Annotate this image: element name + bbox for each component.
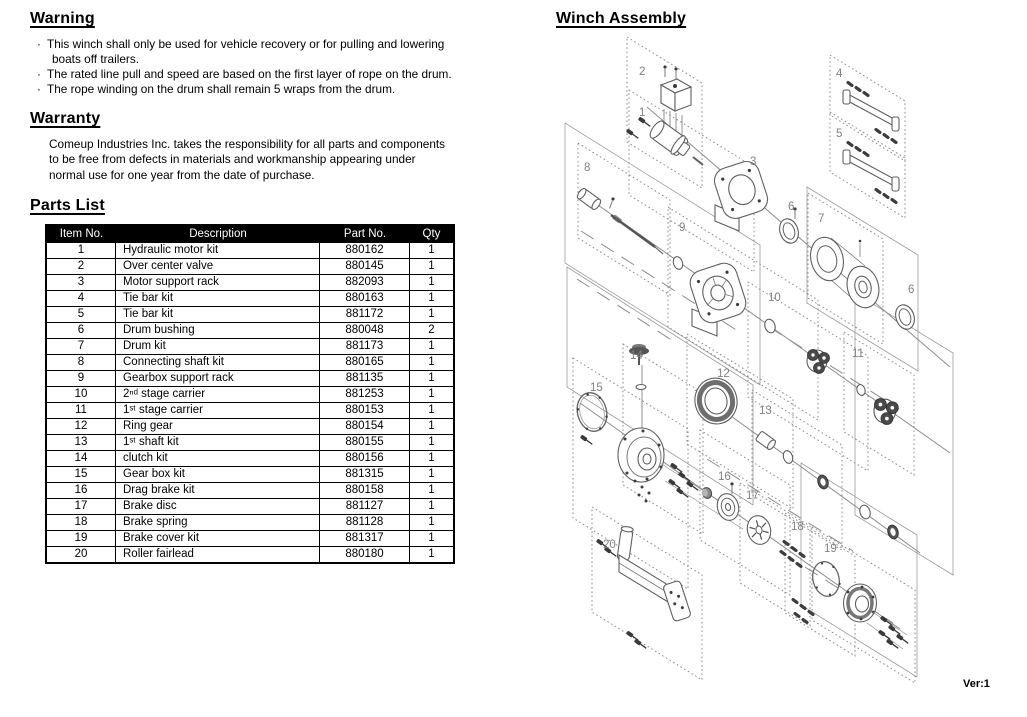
cell-item-no: 7 [47,338,116,354]
cell-item-no: 5 [47,306,116,322]
cell-description: Brake disc [116,498,320,514]
brake-cover-kit-part [791,559,910,650]
cell-qty: 1 [410,338,453,354]
table-row [47,242,453,258]
table-row [47,434,453,450]
table-row [47,530,453,546]
cell-item-no: 13 [47,434,116,450]
table-row [47,322,453,338]
cell-qty: 1 [410,370,453,386]
warranty-line: normal use for one year from the date of purchase. [49,167,315,182]
cell-item-no: 15 [47,466,116,482]
cell-description: Brake spring [116,514,320,530]
col-header-part-no: Part No. [343,228,387,241]
bullet-line-1: This winch shall only be used for vehicle recovery or for pulling and lowering [47,37,445,51]
cell-part-no: 880165 [320,354,410,370]
cell-item-no: 9 [47,370,116,386]
cell-part-no: 880163 [320,290,410,306]
cell-item-no: 6 [47,322,116,338]
callout-19: 19 [824,543,837,555]
cell-part-no: 881172 [320,306,410,322]
cell-item-no: 10 [47,386,116,402]
drum-bushing-part [777,207,802,245]
table-row [47,290,453,306]
bullet-line-2: boats off trailers. [52,52,139,66]
cell-description: Roller fairlead [116,546,320,562]
callout-1: 1 [639,107,646,119]
cell-part-no: 881127 [320,498,410,514]
col-header-item-no: Item No. [59,228,104,241]
warning-title: Warning [30,10,95,27]
bullet-line-1: The rope winding on the drum shall remain 5 wraps from the drum. [47,82,396,96]
cell-description: Drum kit [116,338,320,354]
cell-description: 2ⁿᵈ stage carrier [116,386,320,402]
bullet-marker: · [37,37,41,51]
callout-12: 12 [717,368,730,380]
cell-part-no: 881135 [320,370,410,386]
cell-qty: 1 [410,258,453,274]
cell-description: Gear box kit [116,466,320,482]
parts-list-title: Parts List [30,197,105,215]
second-stage-carrier-part [763,318,829,374]
cell-part-no: 881128 [320,514,410,530]
cell-item-no: 3 [47,274,116,290]
cell-qty: 1 [410,450,453,466]
table-row [47,386,453,402]
col-header-description: Description [189,228,247,241]
table-row [47,354,453,370]
cell-description: 1ˢᵗ stage carrier [116,402,320,418]
cell-item-no: 14 [47,450,116,466]
callout-20: 20 [603,539,616,551]
cell-qty: 1 [410,530,453,546]
table-row [47,258,453,274]
cell-item-no: 16 [47,482,116,498]
cell-qty: 2 [410,322,453,338]
cell-qty: 1 [410,306,453,322]
cell-qty: 1 [410,386,453,402]
bullet-marker: · [37,82,41,96]
parts-table-body [47,242,453,562]
cell-part-no: 881317 [320,530,410,546]
cell-part-no: 880180 [320,546,410,562]
cell-qty: 1 [410,402,453,418]
bullet-text [47,37,495,67]
brake-spring-part [779,539,806,568]
left-column [30,10,506,564]
cell-description: Hydraulic motor kit [116,242,320,258]
table-row [47,402,453,418]
callout-7: 7 [818,213,825,225]
hydraulic-motor-part [626,116,703,165]
callout-15: 15 [590,382,603,394]
table-row [47,306,453,322]
table-row [47,274,453,290]
callout-14: 14 [630,350,643,362]
callout-6b: 6 [908,284,915,296]
callout-6a: 6 [788,201,795,213]
callout-18: 18 [791,521,804,533]
cell-part-no: 880156 [320,450,410,466]
callout-11: 11 [852,348,864,360]
cell-item-no: 20 [47,546,116,562]
warranty-line: to be free from defects in materials and workmanship appearing under [49,152,416,167]
cell-item-no: 11 [47,402,116,418]
cell-item-no: 19 [47,530,116,546]
ring-gear-part [691,374,742,428]
cell-description: Tie bar kit [116,290,320,306]
cell-description: Brake cover kit [116,530,320,546]
cell-part-no: 881253 [320,386,410,402]
bullet-item [37,67,506,82]
warranty-body [49,137,506,183]
tie-bar-kit-4-part [843,80,899,144]
table-row [47,498,453,514]
parts-table-header [47,226,453,242]
cell-part-no: 880048 [320,322,410,338]
callout-labels [584,66,914,555]
parts-table [45,224,455,564]
cell-item-no: 18 [47,514,116,530]
cell-item-no: 17 [47,498,116,514]
cell-description: Ring gear [116,418,320,434]
cell-part-no: 881173 [320,338,410,354]
winch-assembly-title: Winch Assembly [556,10,687,27]
cell-description: clutch kit [116,450,320,466]
cell-part-no: 880162 [320,242,410,258]
cell-part-no: 882093 [320,274,410,290]
callout-3: 3 [750,156,757,168]
callout-13: 13 [759,405,772,417]
table-row [47,370,453,386]
table-row [47,450,453,466]
cell-part-no: 880145 [320,258,410,274]
cell-qty: 1 [410,242,453,258]
first-stage-carrier-part [855,384,898,425]
cell-qty: 1 [410,434,453,450]
cell-part-no: 880155 [320,434,410,450]
table-row [47,338,453,354]
cell-qty: 1 [410,546,453,562]
bullet-marker: · [37,67,41,81]
cell-qty: 1 [410,274,453,290]
bullet-text [47,67,495,82]
drum-part [806,234,884,312]
cell-item-no: 2 [47,258,116,274]
callout-16: 16 [718,471,731,483]
callout-4: 4 [836,68,843,80]
cell-item-no: 8 [47,354,116,370]
cell-description: Drag brake kit [116,482,320,498]
cell-description: 1ˢᵗ shaft kit [116,434,320,450]
warranty-title: Warranty [30,110,101,127]
cell-qty: 1 [410,354,453,370]
cell-description: Connecting shaft kit [116,354,320,370]
first-shaft-kit-part [755,431,900,540]
group-box-18 [785,513,855,656]
table-row [47,482,453,498]
callout-10: 10 [768,292,781,304]
group-box-12 [687,334,793,509]
tie-bar-kit-5-part [843,140,899,204]
cell-description: Gearbox support rack [116,370,320,386]
table-row [47,546,453,562]
cell-description: Motor support rack [116,274,320,290]
bullet-text [47,82,495,97]
callout-2: 2 [639,66,646,78]
warranty-line: Comeup Industries Inc. takes the responsibility for all parts and components [49,137,446,151]
cell-description: Tie bar kit [116,306,320,322]
table-row [47,418,453,434]
callout-17: 17 [746,490,759,502]
drum-bushing-part-2 [893,302,918,331]
drag-brake-kit-part [701,482,742,522]
brake-disc-part [744,513,774,547]
cell-part-no: 880154 [320,418,410,434]
cell-qty: 1 [410,514,453,530]
callout-8: 8 [584,162,591,174]
cell-part-no: 880153 [320,402,410,418]
cell-qty: 1 [410,290,453,306]
callout-9: 9 [679,222,686,234]
table-row [47,466,453,482]
version-label: Ver:1 [963,678,990,690]
bullet-item [37,37,506,67]
group-box-16 [700,430,790,595]
callout-5: 5 [836,128,843,140]
cell-item-no: 4 [47,290,116,306]
cell-item-no: 1 [47,242,116,258]
cell-qty: 1 [410,466,453,482]
group-box-20 [592,507,702,680]
table-row [47,514,453,530]
bullet-item [37,82,506,97]
cell-part-no: 881315 [320,466,410,482]
cell-description: Over center valve [116,258,320,274]
cell-description: Drum bushing [116,322,320,338]
bullet-line-1: The rated line pull and speed are based on the first layer of rope on the drum. [47,67,452,81]
group-box-8 [578,143,670,295]
cell-qty: 1 [410,418,453,434]
gearbox-support-rack-part [687,260,749,336]
warning-bullet-list [37,37,506,97]
col-header-qty: Qty [422,228,441,241]
cell-qty: 1 [410,482,453,498]
cell-qty: 1 [410,498,453,514]
cell-item-no: 12 [47,418,116,434]
winch-assembly-exploded-diagram [555,35,1027,687]
cell-part-no: 880158 [320,482,410,498]
